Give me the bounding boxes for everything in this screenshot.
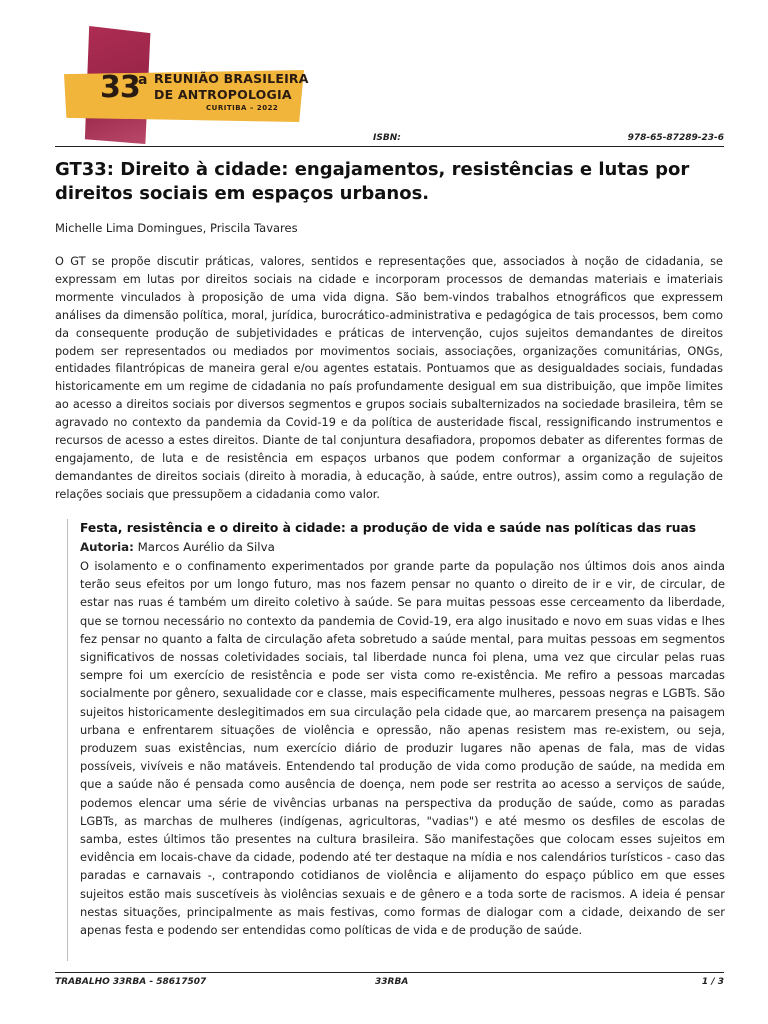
logo-number: 33 (100, 70, 140, 105)
page-footer (55, 972, 724, 989)
paper-author-name: Marcos Aurélio da Silva (137, 540, 275, 554)
paper-author-label: Autoria: (80, 540, 134, 554)
document-abstract: O GT se propõe discutir práticas, valores, sentidos e representações que, associados à noção de cidadania, se expressam em lutas por direitos sociais na cidade e incorporam processos de demandas materiais e imateriais mormente vinculados à proposição de uma vida digna. São bem-vindos trabalhos etnográficos que expressem análises da dimensão política, moral, jurídica, burocrático-administrativa e pedagógica de tais processos, bem como da consequente produção de subjetividades e práticas de intervenção, cujos sujeitos demandantes de direitos podem ser representados ou mediados por movimentos sociais, associações, organizações comunitárias, ONGs, entidades filantrópicas de maneira geral e/ou agentes estatais. Pontuamos que as desigualdades sociais, fundadas historicamente em um regime de cidadania no país profundamente desigual em sua distribuição, que impõe limites ao acesso a direitos sociais por diversos segmentos e grupos sociais subalternizados na sociedade brasileira, têm se agravado no contexto da pandemia da Covid-19 e da política de austeridade fiscal, ressignificando instrumentos e recursos de acesso a estes direitos. Diante de tal conjuntura desafiadora, propomos debater as diferentes formas de engajamento, de luta e de resistência em espaços urbanos que podem conformar a organização de sujeitos demandantes de direitos sociais (direito à moradia, à educação, à saúde, entre outros), assim como a regulação de relações sociais que pressupõem a cidadania como valor. (55, 255, 723, 501)
isbn-value: 978-65-87289-23-6 (627, 133, 724, 143)
paper-author (80, 540, 275, 554)
event-logo (62, 26, 310, 144)
page-number: 1 / 3 (701, 977, 724, 987)
logo-line-1: REUNIÃO BRASILEIRA (154, 71, 309, 86)
paper-body: O isolamento e o confinamento experimentados por grande parte da população nos últimos dois anos ainda terão seus efeitos por um longo futuro, mas nos fazem pensar no quanto o direito de ir e vir, de circular, de estar nas ruas é também um direito coletivo à saúde. Se para muitas pessoas esse cerceamento da liberdade, que se tornou necessário no contexto da pandemia de Covid-19, era algo inusitado e novo em suas vidas e lhes fez pensar no quanto a falta de circulação afeta sobretudo a saúde mental, para muitas pessoas em segmentos significativos de nossas coletividades sociais, tal liberdade nunca foi plena, uma vez que circular pelas ruas sempre foi um exercício de resistência e pode ser vista como re-existência. Me refiro a pessoas marcadas socialmente por gênero, sexualidade cor e classe, mais especificamente mulheres, pessoas negras e LGBTs. São sujeitos historicamente deslegitimados em sua circulação pela cidade que, ao marcarem presença na paisagem urbana e enfrentarem situações de violência e opressão, não apenas resistem mas re-existem, ou seja, produzem suas existências, num exercício diário de produzir lugares não apenas de fala, mas de vidas possíveis, vivíveis e não matáveis. Entendendo tal produção de vida como produção de saúde, na medida em que a saúde não é pensada como ausência de doença, nem pode ser restrita ao acesso a serviços de saúde, podemos elencar uma série de vivências urbanas na perspectiva da produção de saúde, como as paradas LGBTs, as marchas de mulheres (indígenas, agricultoras, "vadias") e até mesmo os desfiles de escolas de samba, estes últimos tão presentes na cultura brasileira. São manifestações que colocam esses sujeitos em evidência em locais-chave da cidade, podendo até ter destaque na mídia e nos calendários turísticos - caso das paradas e carnavais -, contrapondo cotidianos de violência e alijamento do espaço público em que esses sujeitos estão mais suscetíveis às violências sexuais e de gênero e a toda sorte de racismos. A ideia é pensar nestas situações, principalmente as mais festivas, como formas de dialogar com a cidade, deixando de ser apenas festa e podendo ser entendidas como políticas de vida e de produção de saúde. (80, 559, 725, 938)
paper-section (67, 519, 725, 961)
logo-city: CURITIBA – 2022 (206, 104, 279, 112)
logo-line-2: DE ANTROPOLOGIA (154, 87, 292, 102)
document-title: GT33: Direito à cidade: engajamentos, resistências e lutas por direitos sociais em espaços urbanos. (55, 159, 690, 204)
isbn-label: ISBN: (373, 133, 401, 143)
paper-title: Festa, resistência e o direito à cidade: a produção de vida e saúde nas políticas das ruas (80, 521, 697, 535)
document-authors: Michelle Lima Domingues, Priscila Tavares (55, 221, 298, 235)
footer-work-id: TRABALHO 33RBA - 58617507 (55, 977, 207, 987)
logo-ordinal: a (138, 72, 148, 88)
isbn-header (55, 132, 724, 147)
footer-event: 33RBA (375, 977, 409, 987)
